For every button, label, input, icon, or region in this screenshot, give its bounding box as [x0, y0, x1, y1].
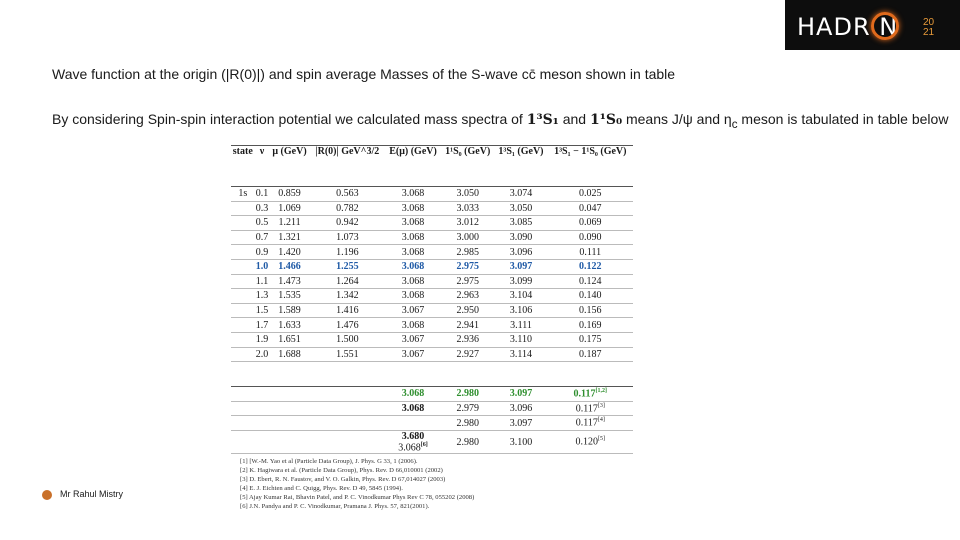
table-cell: 2.975 — [441, 259, 494, 274]
table-cell: 0.3 — [255, 202, 269, 214]
table-cell: 2.927 — [441, 347, 494, 362]
table-cell: 1.500 — [310, 332, 385, 347]
table-cell: 0.942 — [310, 216, 385, 231]
column-header: 1³S₁ − 1¹S₀ (GeV) — [548, 146, 633, 187]
table-cell: 3.085 — [494, 216, 547, 231]
column-header: E(μ) (GeV) — [385, 146, 441, 187]
reference-item: [2] K. Hagiwara et al. (Particle Data Group), Phys. Rev. D 66,010001 (2002) — [240, 467, 443, 474]
table-cell: 1s — [231, 187, 255, 202]
table-cell: 3.000 — [441, 230, 494, 245]
table-cell: 0.5 — [255, 217, 269, 229]
table-cell: 3.096 — [494, 245, 547, 260]
table-cell: 2.936 — [441, 332, 494, 347]
table-cell — [231, 332, 255, 347]
table-cell: 2.980 — [441, 416, 494, 431]
table-cell — [231, 245, 255, 260]
table-cell: 3.068 — [385, 187, 441, 202]
logo-wordmark: HADR N — [797, 13, 899, 41]
table-body — [231, 187, 633, 454]
reference-item: [6] J.N. Pandya and P. C. Vinodkumar, Pramana J. Phys. 57, 821(2001). — [240, 503, 430, 510]
table-cell: 0.563 — [310, 187, 385, 202]
table-cell: 2.980 — [441, 430, 494, 453]
reference-item: [1] [W.-M. Yao et al (Particle Data Group), J. Phys. G 33, 1 (2006). — [240, 458, 418, 465]
table-cell — [231, 230, 255, 245]
table-header-row — [231, 146, 633, 187]
table-cell: 1.7 — [255, 319, 269, 331]
table-cell: 0.117[3] — [548, 401, 633, 416]
table-cell: 3.680 3.068[6] — [385, 430, 441, 453]
table-cell: 0.7 — [255, 232, 269, 244]
table-cell: 3.106 — [494, 303, 547, 318]
table-row — [231, 303, 633, 318]
table-cell: 0.156 — [548, 303, 633, 318]
column-header: 1¹S₀ (GeV) — [441, 146, 494, 187]
table-cell: 1.466 — [269, 259, 309, 274]
table-row — [231, 201, 633, 216]
table-cell: 0.047 — [548, 201, 633, 216]
table-row — [231, 318, 633, 333]
table-cell — [231, 347, 255, 362]
table-cell — [231, 303, 255, 318]
table-cell: 3.068 — [385, 401, 441, 416]
table-cell: 1.0 — [255, 261, 269, 273]
table-cell: 3.068 — [385, 387, 441, 402]
table-cell: 3.068 — [385, 201, 441, 216]
mass-spectra-table — [231, 145, 633, 454]
table-cell: 2.963 — [441, 289, 494, 304]
logo-ring-icon — [871, 12, 899, 40]
table-cell: 1.551 — [310, 347, 385, 362]
description-paragraph: By considering Spin-spin interaction potential we calculated mass spectra of 1³S₁ and 1¹S₀ means J/ψ and $\eta_c$ meson is tabulated in table below — [52, 111, 949, 131]
table-cell: 1.651 — [269, 332, 309, 347]
presenter-icon — [42, 490, 52, 500]
table-cell: 3.110 — [494, 332, 547, 347]
reference-row — [231, 387, 633, 402]
table-cell: 0.069 — [548, 216, 633, 231]
table-cell — [231, 289, 255, 304]
intro-line: Wave function at the origin (|R(0)|) and spin average Masses of the S-wave cc̄ meson shown in table — [52, 66, 676, 82]
table-cell: 3.033 — [441, 201, 494, 216]
table-cell: 3.068 — [385, 259, 441, 274]
table-row — [231, 289, 633, 304]
table-row — [231, 274, 633, 289]
table-cell: 2.941 — [441, 318, 494, 333]
table-cell: 3.097 — [494, 259, 547, 274]
table-cell: 0.090 — [548, 230, 633, 245]
table-cell: 0.1 — [255, 188, 269, 200]
author-name: Mr Rahul Mistry — [60, 489, 124, 499]
table-row — [231, 230, 633, 245]
table-cell: 1.535 — [269, 289, 309, 304]
table-cell — [385, 416, 441, 431]
table-cell — [231, 259, 255, 274]
table-cell: 3.068 — [385, 230, 441, 245]
table-cell: 3.074 — [494, 187, 547, 202]
table-cell: 1.211 — [269, 216, 309, 231]
table-cell — [231, 216, 255, 231]
logo-year: 20 21 — [923, 17, 935, 38]
table-cell: 1.196 — [310, 245, 385, 260]
column-header: ν — [255, 146, 270, 187]
table-cell: 0.117[1,2] — [548, 387, 633, 402]
table-cell: 0.9 — [255, 246, 269, 258]
table-cell: 0.111 — [548, 245, 633, 260]
table-cell: 3.068 — [385, 216, 441, 231]
table-cell: 1.342 — [310, 289, 385, 304]
table-cell: 3.012 — [441, 216, 494, 231]
term-singlet: 1¹S₀ — [589, 112, 623, 128]
table-cell: 1.073 — [310, 230, 385, 245]
table-cell: 1.069 — [269, 201, 309, 216]
table-cell: 0.122 — [548, 259, 633, 274]
table-cell — [231, 201, 255, 216]
table-cell: 0.117[4] — [548, 416, 633, 431]
table-spacer-row — [231, 362, 633, 387]
table-cell: 2.985 — [441, 245, 494, 260]
footer — [42, 489, 123, 500]
reference-item: [4] E. J. Eichten and C. Quigg, Phys. Rev. D 49, 5845 (1994). — [240, 485, 403, 492]
table-cell: 1.473 — [269, 274, 309, 289]
term-triplet: 1³S₁ — [526, 112, 559, 128]
table-cell: 3.097 — [494, 387, 547, 402]
table-cell: 1.589 — [269, 303, 309, 318]
table-cell: 0.175 — [548, 332, 633, 347]
table-row — [231, 245, 633, 260]
table-cell: 3.104 — [494, 289, 547, 304]
reference-item: [5] Ajay Kumar Rai, Bhavin Patel, and P. C. Vinodkumar Phys Rev C 78, 055202 (2008) — [240, 494, 475, 501]
table-cell: 3.114 — [494, 347, 547, 362]
table-cell: 3.067 — [385, 332, 441, 347]
table-cell: 3.097 — [494, 416, 547, 431]
table-cell: 1.5 — [255, 305, 269, 317]
table-cell: 1.1 — [255, 275, 269, 287]
table-cell: 0.120[5] — [548, 430, 633, 453]
column-header: state — [231, 146, 255, 187]
table-cell: 1.476 — [310, 318, 385, 333]
table-cell: 1.9 — [255, 334, 269, 346]
table-cell: 1.416 — [310, 303, 385, 318]
table-cell: 3.068 — [385, 318, 441, 333]
table-cell: 3.096 — [494, 401, 547, 416]
table-cell: 1.3 — [255, 290, 269, 302]
table-cell: 0.187 — [548, 347, 633, 362]
table-cell: 3.099 — [494, 274, 547, 289]
table-cell: 0.169 — [548, 318, 633, 333]
reference-row — [231, 401, 633, 416]
table-cell — [231, 274, 255, 289]
column-header: μ (GeV) — [269, 146, 309, 187]
table-cell — [231, 318, 255, 333]
reference-item: [3] D. Ebert, R. N. Faustov, and V. O. Galkin, Phys. Rev. D 67,014027 (2003) — [240, 476, 446, 483]
table-cell: 0.859 — [269, 187, 309, 202]
references-list — [240, 457, 474, 511]
table-cell: 1.688 — [269, 347, 309, 362]
table-cell: 2.975 — [441, 274, 494, 289]
table-cell: 2.950 — [441, 303, 494, 318]
table-cell: 3.111 — [494, 318, 547, 333]
table-cell: 3.090 — [494, 230, 547, 245]
table-cell: 0.140 — [548, 289, 633, 304]
reference-row — [231, 430, 633, 453]
table-cell: 1.633 — [269, 318, 309, 333]
table-cell: 0.782 — [310, 201, 385, 216]
table-cell: 2.980 — [441, 387, 494, 402]
table-cell: 3.100 — [494, 430, 547, 453]
table-row — [231, 259, 633, 274]
table-row — [231, 216, 633, 231]
table-row — [231, 332, 633, 347]
column-header: 1³S₁ (GeV) — [494, 146, 547, 187]
reference-row — [231, 416, 633, 431]
column-header: |R(0)| GeV^3/2 — [310, 146, 385, 187]
table-cell: 1.420 — [269, 245, 309, 260]
table-cell: 3.050 — [494, 201, 547, 216]
table-row — [231, 347, 633, 362]
table-cell: 3.068 — [385, 274, 441, 289]
table-cell: 3.068 — [385, 289, 441, 304]
table-cell: 3.067 — [385, 347, 441, 362]
table-cell: 0.124 — [548, 274, 633, 289]
table-cell: 2.979 — [441, 401, 494, 416]
hadron-2021-logo — [785, 0, 960, 50]
table-cell: 1.321 — [269, 230, 309, 245]
table-cell: 3.050 — [441, 187, 494, 202]
table-cell: 2.0 — [255, 348, 269, 360]
table-row — [231, 187, 633, 202]
table-cell: 1.264 — [310, 274, 385, 289]
table-cell: 3.068 — [385, 245, 441, 260]
table-cell: 0.025 — [548, 187, 633, 202]
table-cell: 1.255 — [310, 259, 385, 274]
table-cell: 3.067 — [385, 303, 441, 318]
